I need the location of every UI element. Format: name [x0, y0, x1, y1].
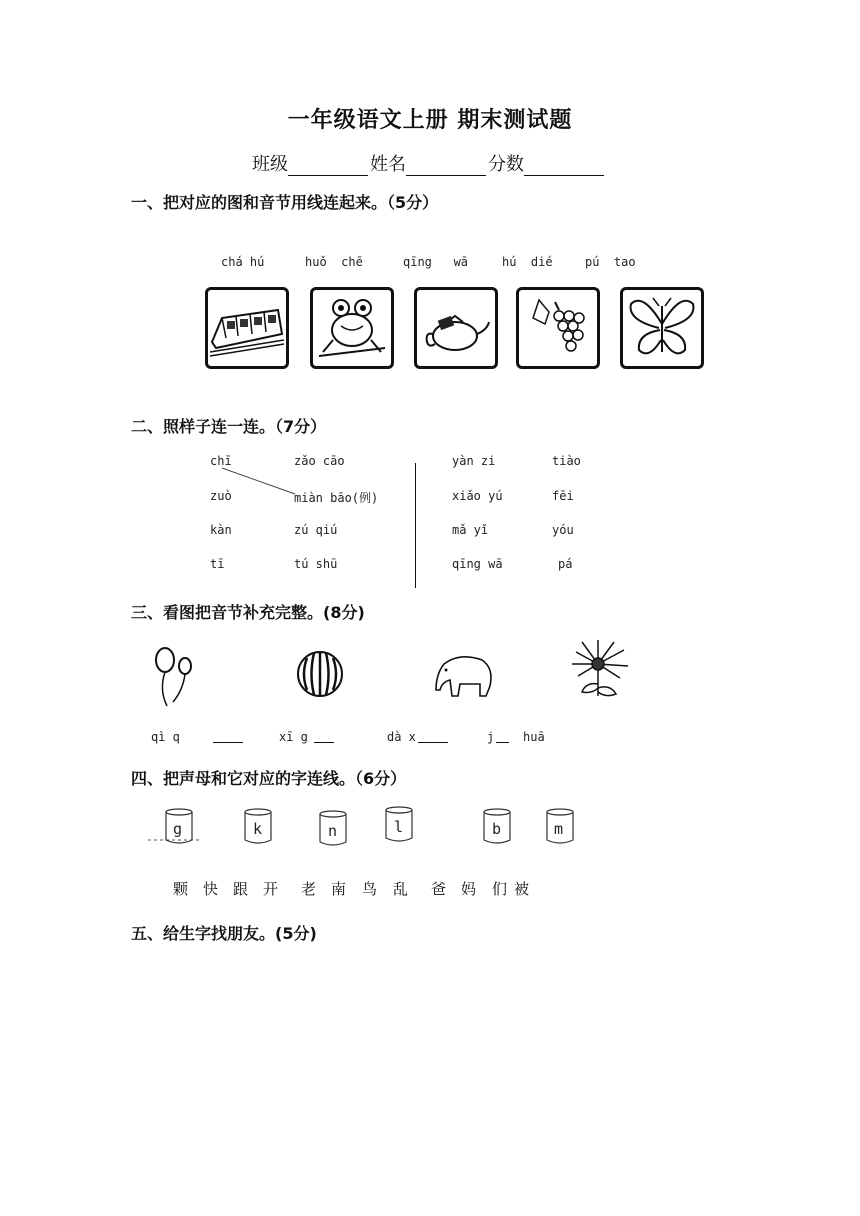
- action-2[interactable]: fēi: [552, 489, 574, 503]
- page-title: 一年级语文上册 期末测试题: [287, 108, 573, 133]
- fill-item-2: xī g: [279, 730, 308, 744]
- name-label: 姓名: [370, 154, 406, 175]
- verb-2[interactable]: zuò: [210, 489, 232, 503]
- verb-4[interactable]: tī: [210, 557, 225, 571]
- noun-2-text: miàn bāo: [294, 491, 352, 505]
- fill-item-3: dà x: [387, 730, 416, 744]
- char-10[interactable]: 妈: [461, 880, 477, 898]
- char-1[interactable]: 颗: [173, 880, 189, 898]
- class-label: 班级: [252, 154, 288, 175]
- char-9[interactable]: 爸: [431, 880, 447, 898]
- butterfly-picture[interactable]: [620, 287, 704, 369]
- noun-2[interactable]: [294, 489, 378, 506]
- column-divider: [415, 463, 416, 588]
- fill-item-1: qì q: [151, 730, 180, 744]
- fill-item-5: huā: [523, 730, 545, 744]
- action-1[interactable]: tiào: [552, 454, 581, 468]
- section-5-heading: 五、给生字找朋友。(5分): [131, 924, 317, 943]
- char-5[interactable]: 老: [301, 880, 317, 898]
- pinyin-4: hú dié: [502, 255, 553, 269]
- score-blank[interactable]: [524, 155, 604, 176]
- frog-picture[interactable]: [310, 287, 394, 369]
- char-2[interactable]: 快: [203, 880, 219, 898]
- initial-g-can[interactable]: [164, 808, 194, 848]
- char-8[interactable]: 乱: [393, 880, 409, 898]
- initial-l: l: [394, 818, 404, 836]
- blank-2[interactable]: [314, 742, 334, 743]
- initial-m: m: [554, 820, 564, 838]
- animal-2[interactable]: xiǎo yú: [452, 489, 503, 503]
- char-11[interactable]: 们: [492, 880, 508, 898]
- grapes-picture[interactable]: [516, 287, 600, 369]
- noun-1[interactable]: zǎo cāo: [294, 454, 345, 468]
- noun-4[interactable]: tú shū: [294, 557, 338, 571]
- animal-1[interactable]: yàn zi: [452, 454, 496, 468]
- action-4[interactable]: pá: [558, 557, 573, 571]
- animal-4[interactable]: qīng wā: [452, 557, 503, 571]
- section-4-heading: 四、把声母和它对应的字连线。（6分）: [131, 769, 407, 788]
- section-3-heading: 三、看图把音节补充完整。(8分): [131, 603, 365, 622]
- initial-k: k: [253, 820, 263, 838]
- char-7[interactable]: 鸟: [362, 880, 378, 898]
- chrysanthemum-icon: [568, 638, 630, 702]
- teapot-picture[interactable]: [414, 287, 498, 369]
- blank-4[interactable]: [496, 742, 509, 743]
- watermelon-icon: [295, 648, 347, 700]
- score-label: 分数: [488, 154, 524, 175]
- verb-3[interactable]: kàn: [210, 523, 232, 537]
- grapes-icon: [519, 290, 597, 366]
- pinyin-3: qīng wā: [403, 255, 469, 269]
- action-3[interactable]: yóu: [552, 523, 574, 537]
- char-4[interactable]: 开: [263, 880, 279, 898]
- initial-n-can[interactable]: [318, 810, 348, 850]
- pinyin-5: pú tao: [585, 255, 636, 269]
- initial-k-can[interactable]: [243, 808, 273, 848]
- blank-3[interactable]: [418, 742, 448, 743]
- pinyin-2: huǒ chē: [305, 255, 363, 269]
- train-picture[interactable]: [205, 287, 289, 369]
- teapot-icon: [417, 290, 495, 366]
- name-blank[interactable]: [406, 155, 486, 176]
- example-label: (例): [351, 491, 379, 505]
- initial-l-can[interactable]: [384, 806, 414, 846]
- train-icon: [208, 290, 286, 366]
- pinyin-1: chá hú: [221, 255, 265, 269]
- char-6[interactable]: 南: [331, 880, 347, 898]
- verb-1[interactable]: chī: [210, 454, 232, 468]
- student-info-row: [252, 150, 606, 176]
- example-connection-line: [220, 466, 300, 498]
- char-12[interactable]: 被: [514, 880, 530, 898]
- elephant-icon: [430, 650, 496, 700]
- class-blank[interactable]: [288, 155, 368, 176]
- noun-3[interactable]: zú qiú: [294, 523, 338, 537]
- blank-1[interactable]: [213, 742, 243, 743]
- balloons-icon: [145, 640, 205, 710]
- initial-g: g: [173, 820, 183, 838]
- butterfly-icon: [623, 290, 701, 366]
- section-1-heading: 一、把对应的图和音节用线连起来。（5分）: [131, 193, 439, 212]
- fill-item-4: j: [487, 730, 495, 744]
- initial-b: b: [492, 820, 502, 838]
- initial-n: n: [328, 822, 338, 840]
- initial-b-can[interactable]: [482, 808, 512, 848]
- initial-m-can[interactable]: [545, 808, 575, 848]
- animal-3[interactable]: mǎ yǐ: [452, 523, 489, 537]
- frog-icon: [313, 290, 391, 366]
- section-2-heading: 二、照样子连一连。（7分）: [131, 417, 327, 436]
- char-3[interactable]: 跟: [233, 880, 249, 898]
